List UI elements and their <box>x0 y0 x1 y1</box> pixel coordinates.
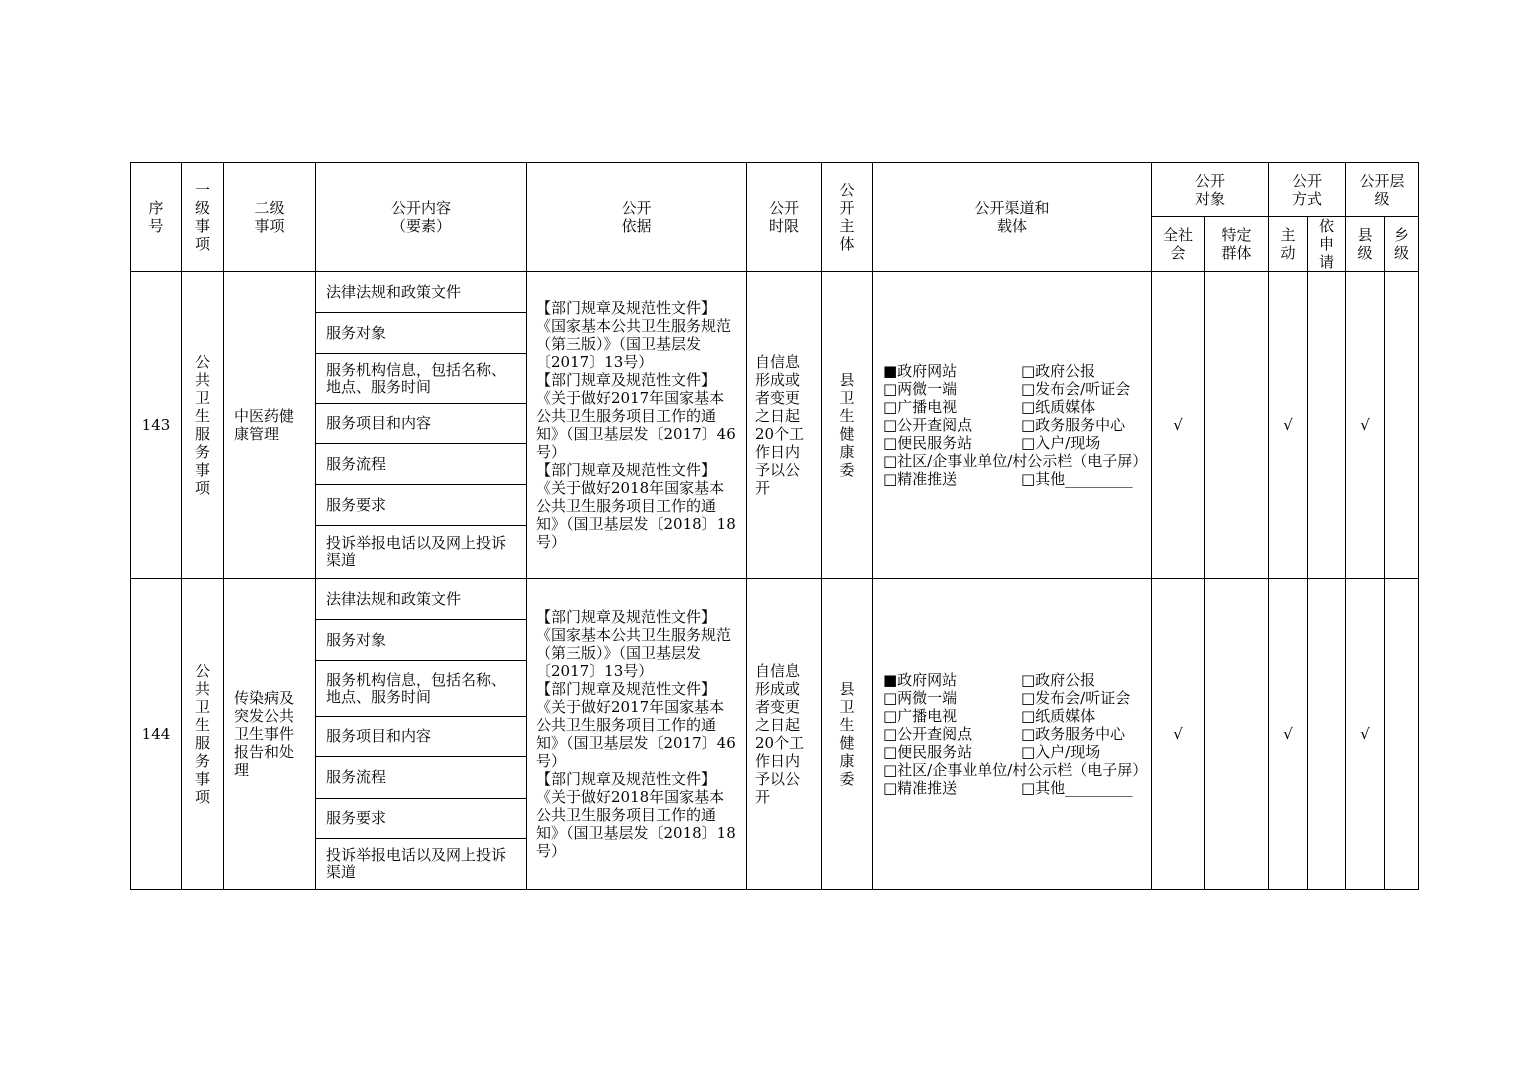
basis-line: 【部门规章及规范性文件】 <box>536 680 717 698</box>
table-row <box>131 579 1419 890</box>
header-level1: 一级事项 <box>182 163 224 272</box>
channel-community: □社区/企事业单位/村公示栏（电子屏） <box>883 761 1148 779</box>
content-item: 服务流程 <box>316 757 526 799</box>
audience-all-check: √ <box>1152 272 1205 579</box>
header-method-active: 主动 <box>1269 217 1308 272</box>
channel-broadcast: □广播电视 <box>883 707 958 725</box>
channel-broadcast: □广播电视 <box>883 398 958 416</box>
channel-press: □发布会/听证会 <box>1021 689 1131 707</box>
content-item: 投诉举报电话以及网上投诉渠道 <box>326 846 507 881</box>
content-item: 服务要求 <box>316 485 526 526</box>
channel-door: □入户/现场 <box>1021 743 1101 761</box>
channel-precise: □精准推送 <box>883 779 958 797</box>
row-contents <box>316 579 527 890</box>
content-item: 服务对象 <box>316 313 526 354</box>
header-content: 公开内容（要素） <box>316 163 527 272</box>
content-item: 服务流程 <box>316 444 526 485</box>
channel-paper: □纸质媒体 <box>1021 398 1096 416</box>
content-item: 法律法规和政策文件 <box>316 579 526 620</box>
content-item: 服务要求 <box>316 799 526 839</box>
row-level1: 公共卫生服务事项 <box>182 579 224 890</box>
audience-all-check: √ <box>1152 579 1205 890</box>
audience-specific-check <box>1205 272 1269 579</box>
header-basis: 公开依据 <box>527 163 747 272</box>
channel-community: □社区/企事业单位/村公示栏（电子屏） <box>883 452 1148 470</box>
row-level2: 中医药健康管理 <box>224 272 316 579</box>
channel-reading-point: □公开查阅点 <box>883 416 973 434</box>
header-seq: 序号 <box>131 163 182 272</box>
row-channels <box>873 579 1152 890</box>
header-audience-specific: 特定群体 <box>1205 217 1269 272</box>
disclosure-table <box>130 162 1419 890</box>
channel-precise: □精准推送 <box>883 470 958 488</box>
channel-other: □其他_________ <box>1021 779 1133 797</box>
content-item: 投诉举报电话以及网上投诉渠道 <box>326 534 507 569</box>
audience-specific-check <box>1205 579 1269 890</box>
table-row <box>131 272 1419 579</box>
basis-line: 《关于做好2018年国家基本公共卫生服务项目工作的通知》（国卫基层发〔2018〕18号） <box>536 479 736 551</box>
header-tier-county: 县级 <box>1346 217 1385 272</box>
channel-two-micro: □两微一端 <box>883 689 958 707</box>
channel-service-center: □政务服务中心 <box>1021 725 1126 743</box>
row-basis <box>527 579 747 890</box>
row-basis <box>527 272 747 579</box>
row-time-limit: 自信息形成或者变更之日起20个工作日内予以公开 <box>747 579 822 890</box>
row-level2: 传染病及突发公共卫生事件报告和处理 <box>224 579 316 890</box>
content-item: 服务对象 <box>316 620 526 661</box>
row-channels <box>873 272 1152 579</box>
basis-line: 【部门规章及规范性文件】 <box>536 371 717 389</box>
channel-two-micro: □两微一端 <box>883 380 958 398</box>
row-subject: 县卫生健康委 <box>822 579 873 890</box>
content-item: 服务项目和内容 <box>316 404 526 444</box>
basis-line: 【部门规章及规范性文件】 <box>536 608 717 626</box>
method-active-check: √ <box>1269 272 1308 579</box>
tier-county-check: √ <box>1346 272 1385 579</box>
channel-gov-gazette: □政府公报 <box>1021 362 1096 380</box>
content-item: 服务机构信息，包括名称、地点、服务时间 <box>316 661 526 717</box>
channel-press: □发布会/听证会 <box>1021 380 1131 398</box>
channel-paper: □纸质媒体 <box>1021 707 1096 725</box>
basis-line: 《关于做好2018年国家基本公共卫生服务项目工作的通知》（国卫基层发〔2018〕18号） <box>536 788 736 860</box>
row-time-limit: 自信息形成或者变更之日起20个工作日内予以公开 <box>747 272 822 579</box>
method-request-check <box>1308 272 1346 579</box>
row-level1: 公共卫生服务事项 <box>182 272 224 579</box>
method-request-check <box>1308 579 1346 890</box>
header-channels: 公开渠道和载体 <box>873 163 1152 272</box>
header-method: 公开方式 <box>1269 163 1346 217</box>
basis-line: 《国家基本公共卫生服务规范（第三版）》（国卫基层发〔2017〕13号） <box>536 317 732 371</box>
tier-township-check <box>1385 272 1419 579</box>
channel-convenience: □便民服务站 <box>883 743 973 761</box>
header-tier: 公开层级 <box>1346 163 1419 217</box>
header-time-limit: 公开时限 <box>747 163 822 272</box>
tier-county-check: √ <box>1346 579 1385 890</box>
row-contents <box>316 272 527 579</box>
channel-reading-point: □公开查阅点 <box>883 725 973 743</box>
basis-line: 《关于做好2017年国家基本公共卫生服务项目工作的通知》（国卫基层发〔2017〕46号） <box>536 389 736 461</box>
basis-line: 【部门规章及规范性文件】 <box>536 461 717 479</box>
tier-township-check <box>1385 579 1419 890</box>
content-item: 服务机构信息，包括名称、地点、服务时间 <box>316 354 526 404</box>
channel-door: □入户/现场 <box>1021 434 1101 452</box>
method-active-check: √ <box>1269 579 1308 890</box>
header-subject: 公开主体 <box>822 163 873 272</box>
channel-convenience: □便民服务站 <box>883 434 973 452</box>
channel-gov-site: ■政府网站 <box>883 362 958 380</box>
channel-service-center: □政务服务中心 <box>1021 416 1126 434</box>
header-tier-township: 乡级 <box>1385 217 1419 272</box>
channel-other: □其他_________ <box>1021 470 1133 488</box>
channel-gov-gazette: □政府公报 <box>1021 671 1096 689</box>
row-seq: 144 <box>131 579 182 890</box>
content-item: 法律法规和政策文件 <box>316 272 526 313</box>
basis-line: 《国家基本公共卫生服务规范（第三版）》（国卫基层发〔2017〕13号） <box>536 626 732 680</box>
header-method-request: 依申请 <box>1308 217 1346 272</box>
channel-gov-site: ■政府网站 <box>883 671 958 689</box>
basis-line: 【部门规章及规范性文件】 <box>536 299 717 317</box>
header-level2: 二级事项 <box>224 163 316 272</box>
header-audience: 公开对象 <box>1152 163 1269 217</box>
content-item: 服务项目和内容 <box>316 717 526 757</box>
row-seq: 143 <box>131 272 182 579</box>
basis-line: 【部门规章及规范性文件】 <box>536 770 717 788</box>
row-subject: 县卫生健康委 <box>822 272 873 579</box>
basis-line: 《关于做好2017年国家基本公共卫生服务项目工作的通知》（国卫基层发〔2017〕46号） <box>536 698 736 770</box>
header-audience-all: 全社会 <box>1152 217 1205 272</box>
